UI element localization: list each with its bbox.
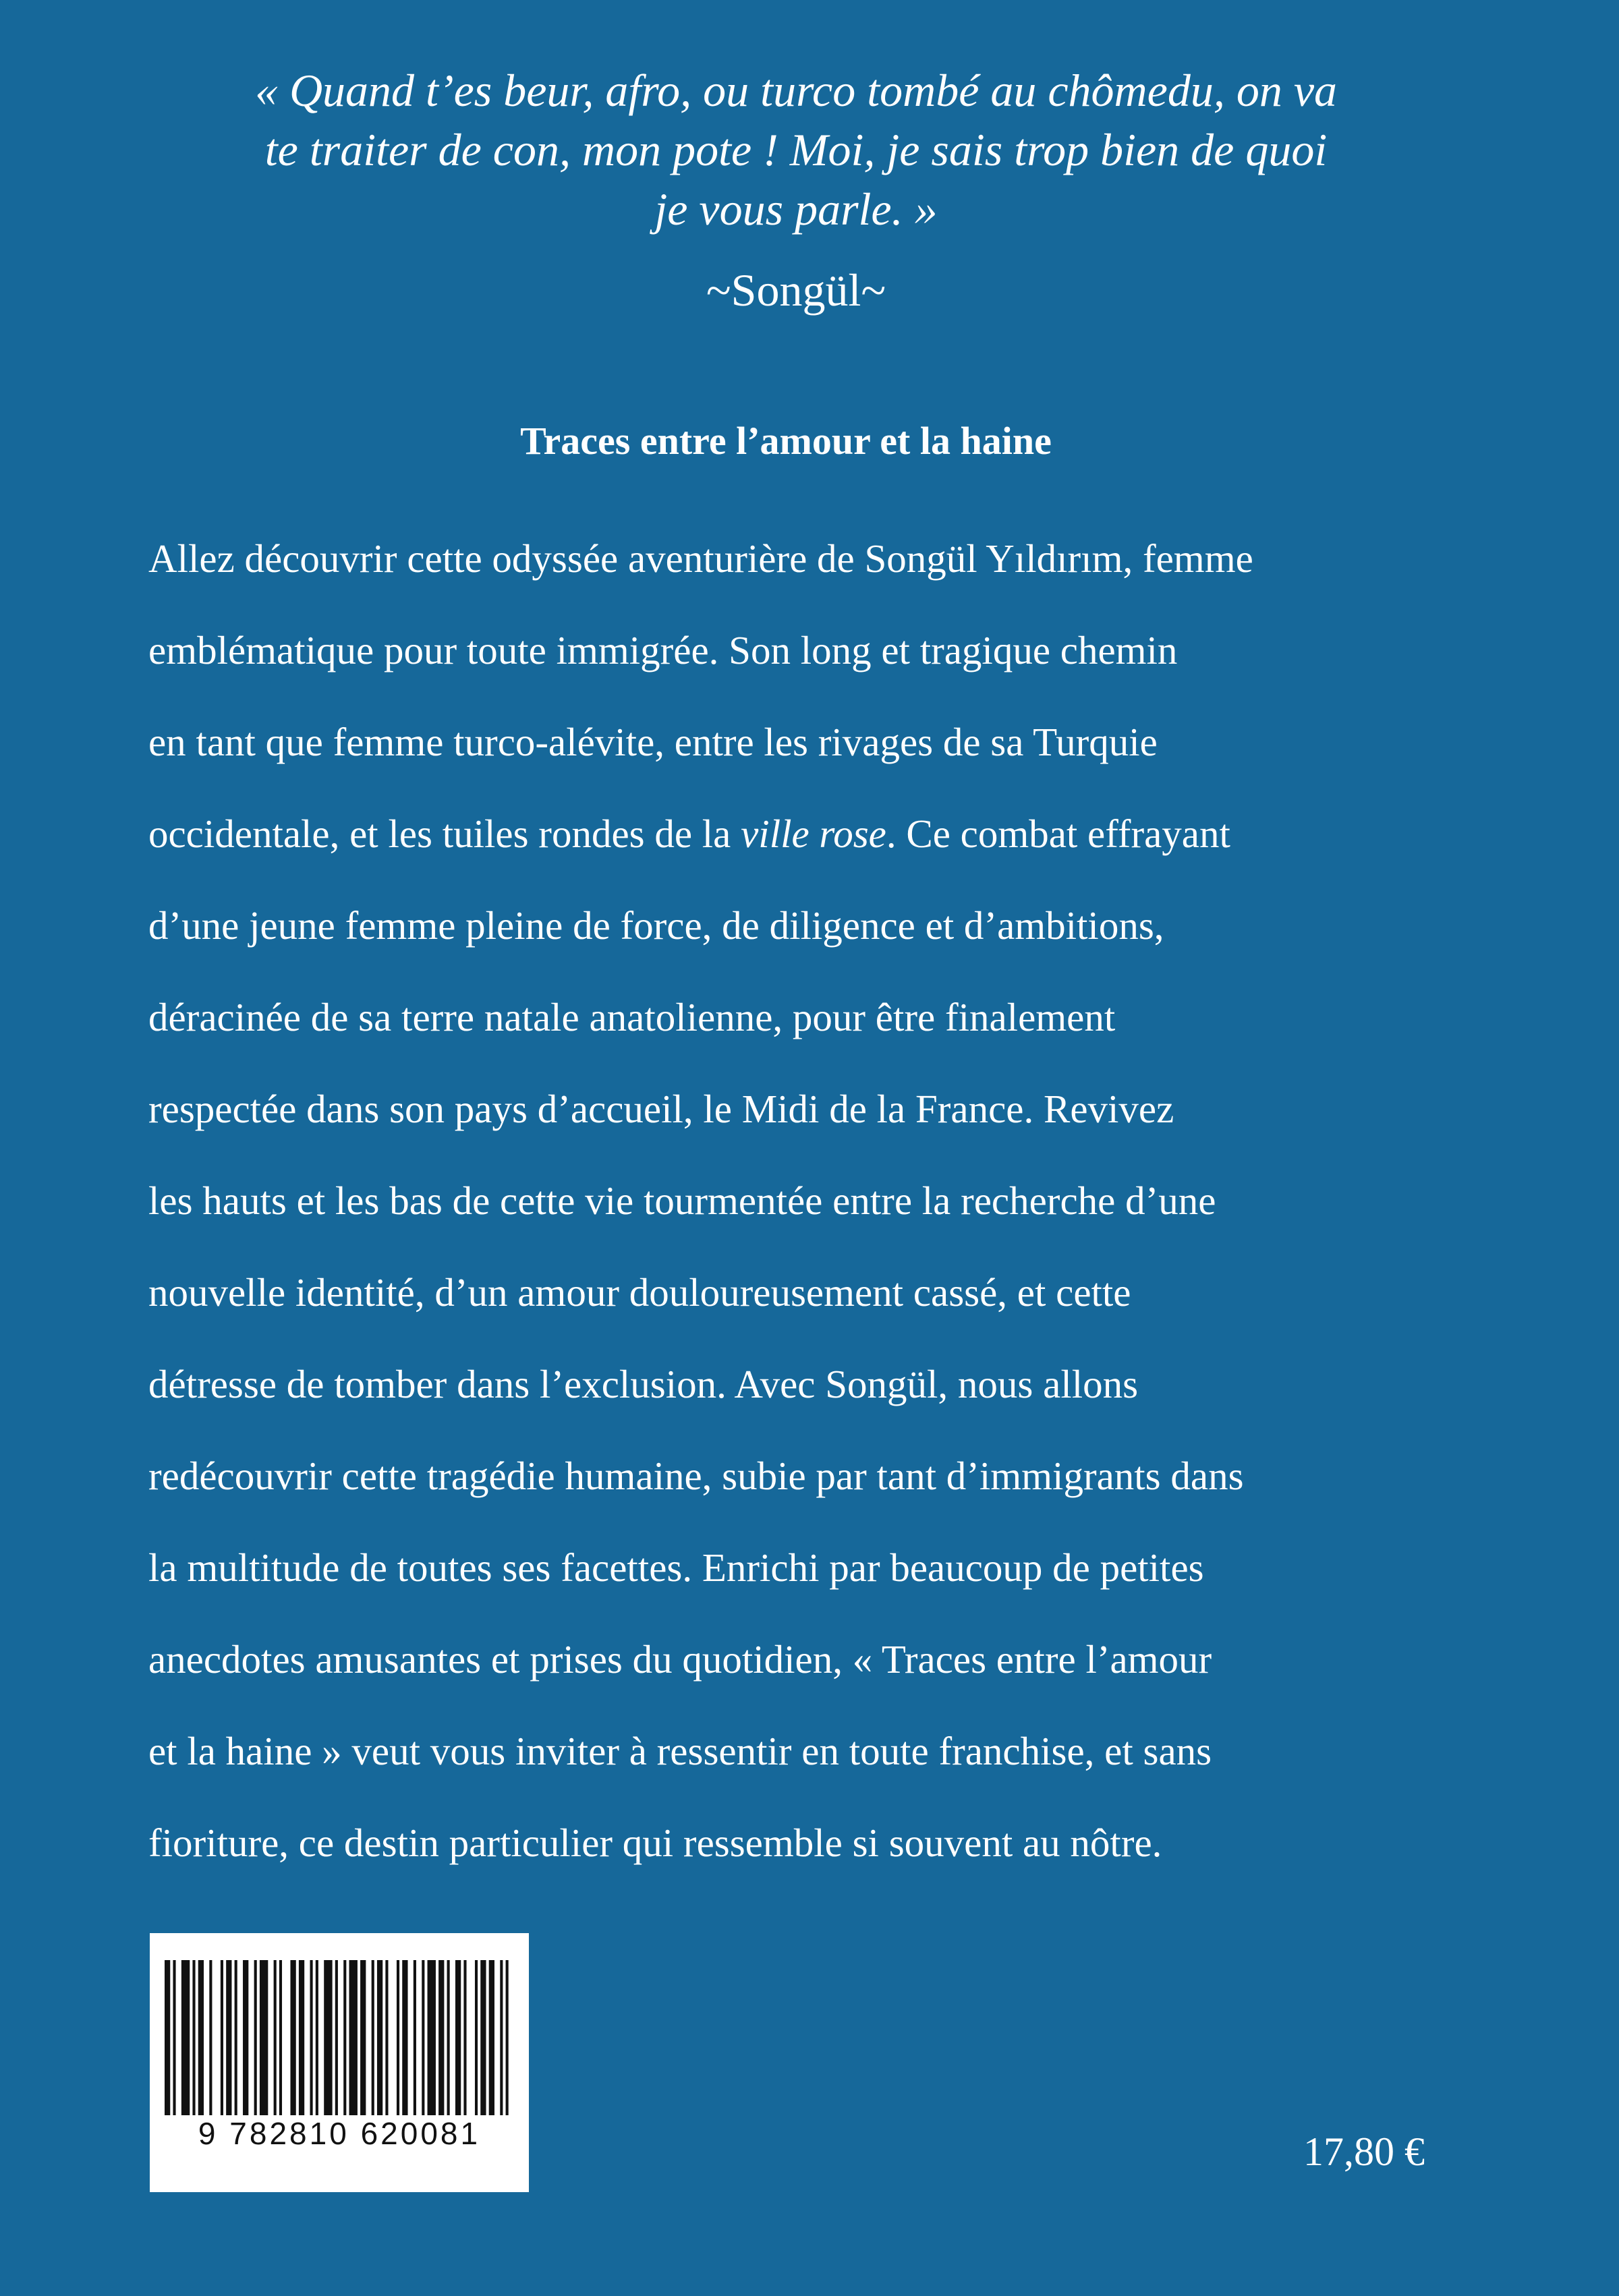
blurb-line: d’une jeune femme pleine de force, de diligence et d’ambitions, bbox=[148, 903, 1164, 948]
barcode-bar bbox=[226, 1960, 231, 2115]
barcode-bar bbox=[455, 1960, 461, 2115]
blurb-italic-phrase: ville rose bbox=[741, 811, 886, 856]
blurb-line: déracinée de sa terre natale anatolienne, pour être finalement bbox=[148, 995, 1116, 1039]
blurb-line: fioriture, ce destin particulier qui ressemble si souvent au nôtre. bbox=[148, 1820, 1162, 1865]
barcode-bar bbox=[385, 1960, 388, 2115]
blurb-line: les hauts et les bas de cette vie tourmentée entre la recherche d’une bbox=[148, 1178, 1216, 1223]
barcode-bar bbox=[254, 1960, 257, 2115]
barcode-bar bbox=[438, 1960, 444, 2115]
barcode-bar bbox=[165, 1960, 170, 2115]
blurb-line: et la haine » veut vous inviter à ressentir en toute franchise, et sans bbox=[148, 1729, 1212, 1773]
blurb-line: la multitude de toutes ses facettes. Enrichi par beaucoup de petites bbox=[148, 1545, 1204, 1590]
barcode-bar bbox=[349, 1960, 358, 2115]
barcode-bar bbox=[198, 1960, 204, 2115]
barcode-bar bbox=[192, 1960, 195, 2115]
barcode-bar bbox=[402, 1960, 407, 2115]
barcode-bar bbox=[397, 1960, 399, 2115]
blurb-text-segment: . Ce combat effrayant bbox=[886, 811, 1230, 856]
barcode-bar bbox=[274, 1960, 277, 2115]
blurb-line: anecdotes amusantes et prises du quotidien, « Traces entre l’amour bbox=[148, 1637, 1212, 1682]
barcode-bar bbox=[335, 1960, 338, 2115]
blurb-line: nouvelle identité, d’un amour douloureusement cassé, et cette bbox=[148, 1270, 1131, 1315]
barcode-bar bbox=[500, 1960, 503, 2115]
barcode-bar bbox=[316, 1960, 318, 2115]
quote-line-3: je vous parle. » bbox=[654, 183, 938, 235]
barcode-bar bbox=[299, 1960, 304, 2115]
blurb-line: respectée dans son pays d’accueil, le Midi de la France. Revivez bbox=[148, 1087, 1174, 1131]
barcode-bar bbox=[447, 1960, 450, 2115]
price-label: 17,80 € bbox=[1303, 2129, 1425, 2174]
blurb-line bbox=[148, 788, 1471, 880]
barcode-bar bbox=[343, 1960, 346, 2115]
barcode-bar bbox=[506, 1960, 509, 2115]
barcode-bar bbox=[279, 1960, 282, 2115]
isbn-barcode bbox=[150, 1933, 529, 2192]
barcode-bar bbox=[360, 1960, 366, 2115]
barcode-bar bbox=[260, 1960, 268, 2115]
blurb-line: redécouvrir cette tragédie humaine, subie par tant d’immigrants dans bbox=[148, 1454, 1244, 1498]
quote-line-1: « Quand t’es beur, afro, ou turco tombé au chômedu, on va bbox=[254, 65, 1338, 116]
barcode-digits: 9 782810 620081 bbox=[198, 2116, 481, 2151]
quote-attribution: ~Songül~ bbox=[706, 264, 886, 316]
blurb-line: en tant que femme turco-alévite, entre les rivages de sa Turquie bbox=[148, 720, 1158, 764]
barcode-bar bbox=[422, 1960, 424, 2115]
barcode-bar bbox=[221, 1960, 223, 2115]
barcode-bar bbox=[181, 1960, 190, 2115]
barcode-bar bbox=[372, 1960, 374, 2115]
quote-line-2: te traiter de con, mon pote ! Moi, je sais trop bien de quoi bbox=[264, 124, 1328, 175]
blurb-text bbox=[148, 513, 1471, 1889]
book-title: Traces entre l’amour et la haine bbox=[520, 419, 1052, 463]
blurb-line: détresse de tomber dans l’exclusion. Avec Songül, nous allons bbox=[148, 1362, 1139, 1406]
epigraph-quote bbox=[135, 61, 1457, 239]
blurb-line: emblématique pour toute immigrée. Son long et tragique chemin bbox=[148, 628, 1178, 672]
barcode-bar bbox=[489, 1960, 494, 2115]
barcode-bars bbox=[165, 1960, 514, 2115]
barcode-bar bbox=[324, 1960, 332, 2115]
barcode-bar bbox=[310, 1960, 312, 2115]
barcode-bar bbox=[480, 1960, 486, 2115]
barcode-bar bbox=[173, 1960, 175, 2115]
barcode-bar bbox=[290, 1960, 295, 2115]
barcode-bar bbox=[428, 1960, 436, 2115]
barcode-bar bbox=[377, 1960, 382, 2115]
barcode-bar bbox=[463, 1960, 466, 2115]
blurb-text-segment: occidentale, et les tuiles rondes de la bbox=[148, 811, 741, 856]
barcode-bar bbox=[209, 1960, 212, 2115]
barcode-bar bbox=[235, 1960, 237, 2115]
barcode-bar bbox=[243, 1960, 248, 2115]
barcode-bar bbox=[414, 1960, 416, 2115]
blurb-line: Allez découvrir cette odyssée aventurière de Songül Yıldırım, femme bbox=[148, 536, 1253, 581]
barcode-bar bbox=[475, 1960, 478, 2115]
